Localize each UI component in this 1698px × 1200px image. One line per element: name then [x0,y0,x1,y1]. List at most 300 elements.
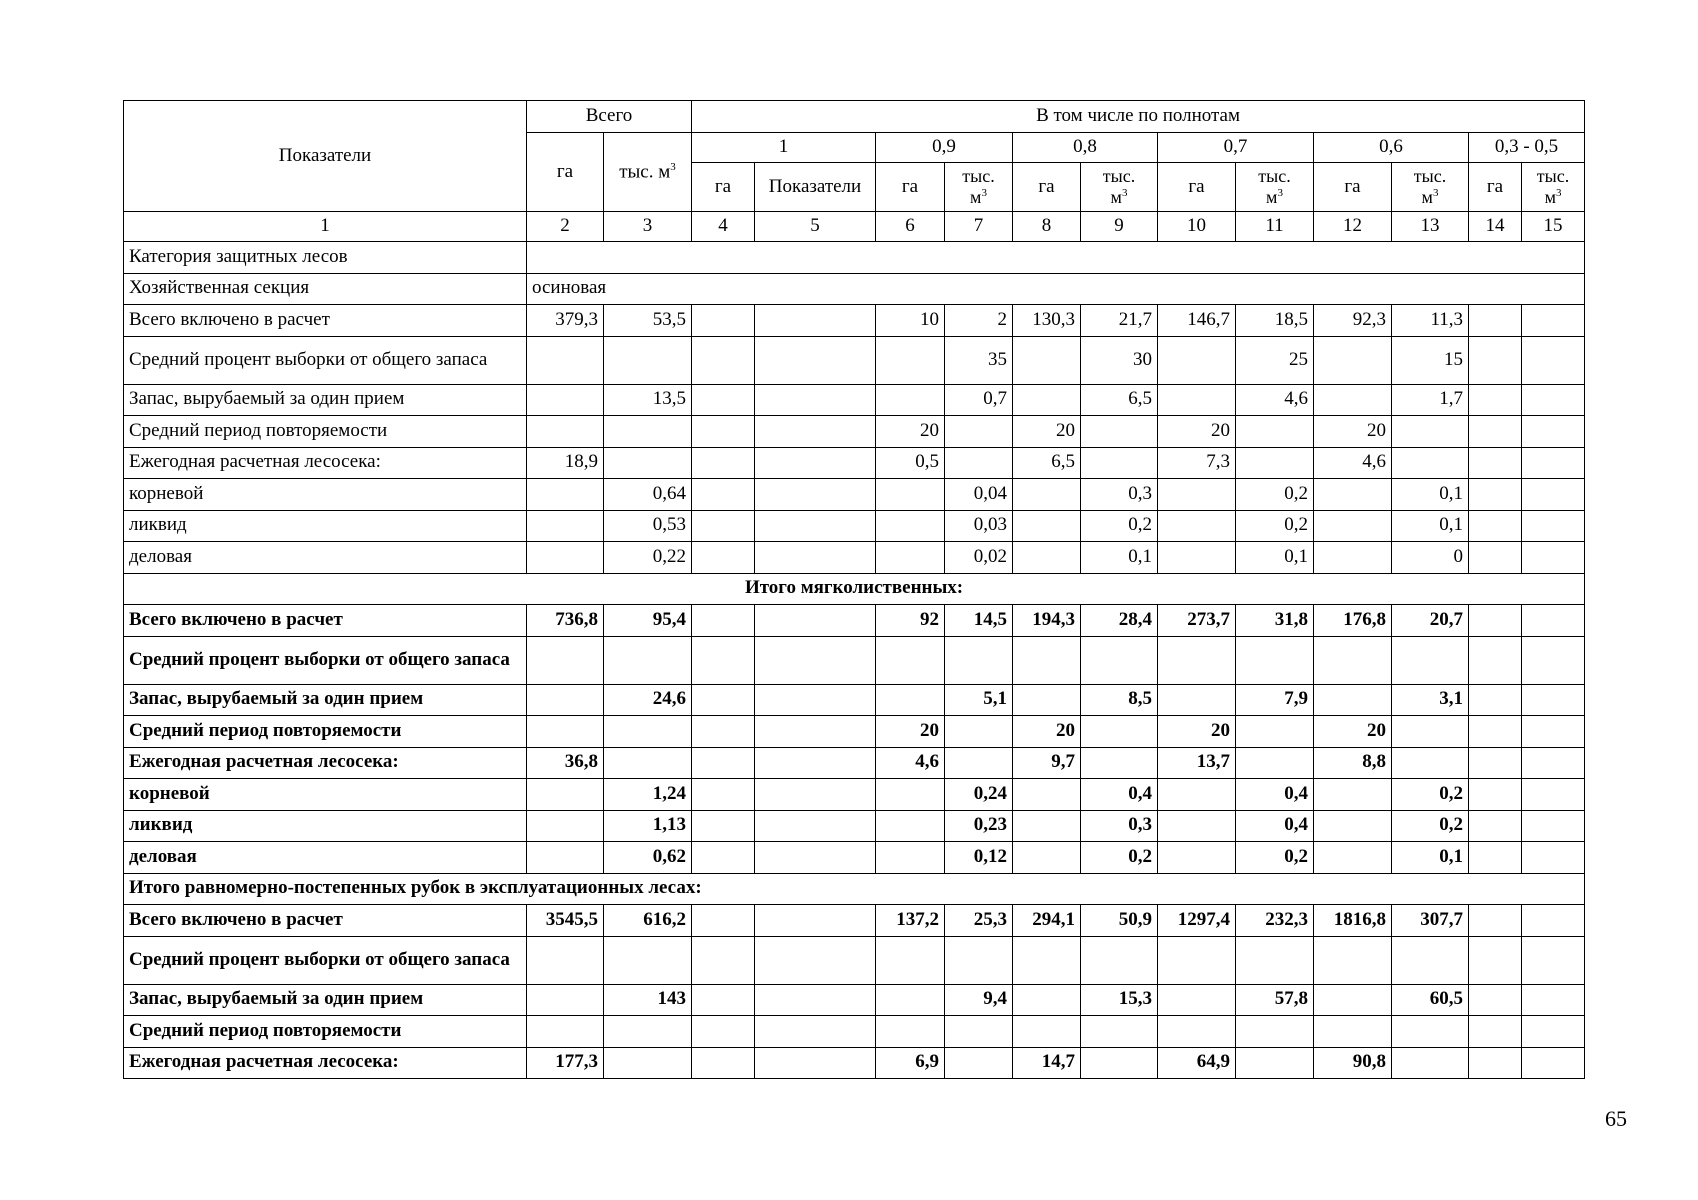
table-row [124,684,1585,716]
row-label: Всего включено в расчет [124,905,527,937]
table-cell: 194,3 [1013,605,1081,637]
table-cell [876,510,945,542]
table-cell [1522,936,1585,984]
table-cell: 294,1 [1013,905,1081,937]
table-cell [1522,510,1585,542]
table-cell [1469,384,1522,416]
table-cell: 20,7 [1392,605,1469,637]
table-cell: 0,4 [1236,810,1314,842]
table-cell: 95,4 [604,605,692,637]
table-cell [1469,716,1522,748]
table-cell: 20 [876,716,945,748]
table-cell [1392,747,1469,779]
table-cell [755,305,876,337]
table-cell: 143 [604,984,692,1016]
table-cell: 15,3 [1081,984,1158,1016]
table-cell [1392,716,1469,748]
table-cell [1158,510,1236,542]
table-cell [1469,779,1522,811]
table-cell [527,779,604,811]
table-cell [1236,416,1314,448]
table-cell [1469,605,1522,637]
soft-leaved-total-heading: Итого мягколиственных: [124,573,1585,605]
header-indicators: Показатели [124,101,527,212]
table-cell [1522,605,1585,637]
row-label: Средний процент выборки от общего запаса [124,336,527,384]
table-row [124,636,1585,684]
table-cell [876,779,945,811]
table-cell: 13,7 [1158,747,1236,779]
table-row [124,416,1585,448]
table-cell: 6,5 [1081,384,1158,416]
table-cell: 25 [1236,336,1314,384]
table-cell [1314,479,1392,511]
table-cell [692,605,755,637]
table-cell [755,336,876,384]
table-cell [755,905,876,937]
table-cell [876,810,945,842]
table-cell [692,636,755,684]
header-density-m3-3 [1236,163,1314,212]
table-cell [945,447,1013,479]
table-cell: 0,2 [1236,479,1314,511]
table-cell [1158,684,1236,716]
table-cell: 0,2 [1392,810,1469,842]
table-cell: 1,13 [604,810,692,842]
table-cell [1013,936,1081,984]
row-label: корневой [124,779,527,811]
table-cell [945,716,1013,748]
table-cell: 1,24 [604,779,692,811]
row-label: Запас, вырубаемый за один прием [124,384,527,416]
header-density-2: 0,8 [1013,133,1158,163]
table-cell [945,747,1013,779]
table-cell: 0,3 [1081,479,1158,511]
table-cell: 0,24 [945,779,1013,811]
header-density-ha-2: га [1013,163,1081,212]
table-cell [692,336,755,384]
column-number-11: 11 [1236,212,1314,242]
table-row [124,510,1585,542]
row-label: Средний процент выборки от общего запаса [124,636,527,684]
table-cell [1236,936,1314,984]
table-cell [692,479,755,511]
column-number-10: 10 [1158,212,1236,242]
header-thousand-short: тыс. [962,165,995,186]
row-label: ликвид [124,810,527,842]
header-m3-unit: м [1544,186,1556,207]
table-cell [1158,842,1236,874]
table-cell [1314,336,1392,384]
table-cell: 1297,4 [1158,905,1236,937]
table-cell [527,384,604,416]
table-cell [1236,636,1314,684]
table-cell [1522,1016,1585,1048]
row-label: Средний период повторяемости [124,416,527,448]
table-cell: 9,7 [1013,747,1081,779]
table-cell: 0 [1392,542,1469,574]
table-cell: 10 [876,305,945,337]
table-cell [1392,447,1469,479]
table-cell: 0,22 [604,542,692,574]
table-cell [1158,779,1236,811]
uniform-gradual-total-heading: Итого равномерно-постепенных рубок в эксплуатационных лесах: [124,873,1585,905]
column-number-9: 9 [1081,212,1158,242]
row-label: Средний период повторяемости [124,1016,527,1048]
table-cell [1469,1047,1522,1079]
table-cell [1469,447,1522,479]
table-row [124,905,1585,937]
header-thousand-short: тыс. [1102,165,1136,186]
table-cell [755,1016,876,1048]
header-including-by-density: В том числе по полнотам [692,101,1585,133]
table-cell [1469,636,1522,684]
table-cell [692,447,755,479]
table-cell [1469,416,1522,448]
table-cell [1469,1016,1522,1048]
row-label: Запас, вырубаемый за один прием [124,984,527,1016]
table-cell [1236,747,1314,779]
table-cell [1081,716,1158,748]
table-row [124,479,1585,511]
table-cell [1469,905,1522,937]
table-cell [1081,416,1158,448]
table-cell [1013,479,1081,511]
table-cell [755,779,876,811]
table-cell [755,716,876,748]
table-cell [1392,416,1469,448]
table-cell [692,936,755,984]
table-cell [1158,636,1236,684]
table-cell [692,842,755,874]
table-cell [876,1016,945,1048]
header-m3-unit: м [1421,186,1433,207]
table-cell [1522,1047,1585,1079]
table-cell [1522,984,1585,1016]
table-row [124,1016,1585,1048]
table-cell [604,636,692,684]
table-cell [527,510,604,542]
table-cell: 60,5 [1392,984,1469,1016]
column-number-14: 14 [1469,212,1522,242]
economic-section-value: осиновая [527,273,1585,305]
table-row [124,842,1585,874]
header-total-ha: га [527,133,604,212]
table-cell [1013,1016,1081,1048]
table-cell [1314,842,1392,874]
table-cell [876,636,945,684]
table-cell: 0,2 [1236,842,1314,874]
table-cell [1158,1016,1236,1048]
table-cell [876,479,945,511]
table-cell [755,984,876,1016]
header-thousand-short: тыс. [1536,165,1570,186]
table-cell [755,684,876,716]
row-label: Средний процент выборки от общего запаса [124,936,527,984]
row-label: деловая [124,842,527,874]
table-cell [527,936,604,984]
table-cell [945,636,1013,684]
table-cell [1013,336,1081,384]
table-cell: 4,6 [1236,384,1314,416]
table-cell [692,1047,755,1079]
table-cell [1158,336,1236,384]
table-cell: 20 [1158,416,1236,448]
table-cell [692,384,755,416]
table-cell [755,605,876,637]
header-col5-label: Показатели [755,163,876,212]
table-cell: 92 [876,605,945,637]
table-cell [1013,510,1081,542]
table-cell: 3545,5 [527,905,604,937]
table-cell [1522,810,1585,842]
column-number-6: 6 [876,212,945,242]
table-cell [1392,936,1469,984]
table-cell: 379,3 [527,305,604,337]
table-cell [1158,936,1236,984]
table-cell [1081,447,1158,479]
table-cell [1469,510,1522,542]
table-cell: 20 [1158,716,1236,748]
table-cell: 57,8 [1236,984,1314,1016]
table-cell: 7,3 [1158,447,1236,479]
table-cell: 24,6 [604,684,692,716]
header-cube-sup: 3 [670,160,676,173]
table-cell [1013,984,1081,1016]
table-cell [1522,416,1585,448]
table-cell [755,1047,876,1079]
table-cell: 9,4 [945,984,1013,1016]
table-cell: 177,3 [527,1047,604,1079]
table-cell [945,416,1013,448]
table-cell [1314,384,1392,416]
header-m3-unit: м [1266,186,1278,207]
header-density-ha-0: га [692,163,755,212]
column-number-15: 15 [1522,212,1585,242]
table-cell [1522,336,1585,384]
page-number: 65 [1605,1106,1627,1131]
header-m3-line [950,187,1007,208]
header-density-ha-4: га [1314,163,1392,212]
row-label: Всего включено в расчет [124,305,527,337]
table-cell [527,984,604,1016]
table-cell: 0,4 [1236,779,1314,811]
header-density-3: 0,7 [1158,133,1314,163]
table-cell: 18,5 [1236,305,1314,337]
header-m3-line [1397,187,1463,208]
table-cell [692,905,755,937]
table-cell [1469,842,1522,874]
table-cell [755,479,876,511]
column-number-3: 3 [604,212,692,242]
table-cell [1314,510,1392,542]
forest-calculation-table [123,100,1585,1079]
table-cell: 146,7 [1158,305,1236,337]
table-cell [527,336,604,384]
table-cell: 0,1 [1236,542,1314,574]
row-label: Средний период повторяемости [124,716,527,748]
header-density-m3-4 [1392,163,1469,212]
table-cell [1314,684,1392,716]
table-cell [692,684,755,716]
header-m3-unit: м [1110,186,1122,207]
table-cell [1013,842,1081,874]
table-cell: 25,3 [945,905,1013,937]
table-cell: 8,5 [1081,684,1158,716]
table-cell: 14,5 [945,605,1013,637]
table-cell: 13,5 [604,384,692,416]
header-thousand-m3-label: тыс. м [619,161,671,183]
table-cell: 2 [945,305,1013,337]
table-cell [755,842,876,874]
table-cell [1522,542,1585,574]
header-density-m3-5 [1522,163,1585,212]
table-cell [692,779,755,811]
header-density-5: 0,3 - 0,5 [1469,133,1585,163]
table-cell: 0,64 [604,479,692,511]
table-cell [945,1047,1013,1079]
table-cell: 28,4 [1081,605,1158,637]
table-cell: 0,4 [1081,779,1158,811]
column-number-1: 1 [124,212,527,242]
table-cell [1013,810,1081,842]
table-cell: 90,8 [1314,1047,1392,1079]
table-cell [604,416,692,448]
table-cell: 14,7 [1013,1047,1081,1079]
table-cell [1158,984,1236,1016]
header-total: Всего [527,101,692,133]
table-cell [876,984,945,1016]
table-cell [1522,447,1585,479]
soft-leaved-total-row [124,573,1585,605]
table-cell: 0,53 [604,510,692,542]
row-label: Ежегодная расчетная лесосека: [124,1047,527,1079]
table-cell [692,542,755,574]
table-cell: 15 [1392,336,1469,384]
table-cell [755,747,876,779]
header-m3-cube: 3 [981,186,987,199]
table-cell [604,447,692,479]
header-total-thousand-m3 [604,133,692,212]
protective-category-row [124,242,1585,274]
header-m3-cube: 3 [1432,186,1439,199]
header-m3-line [1086,187,1152,208]
table-row [124,542,1585,574]
table-row [124,779,1585,811]
header-m3-unit: м [970,186,982,207]
table-cell: 137,2 [876,905,945,937]
row-label: Всего включено в расчет [124,605,527,637]
table-cell: 0,1 [1392,510,1469,542]
table-cell [527,1016,604,1048]
table-cell: 1,7 [1392,384,1469,416]
table-row [124,384,1585,416]
row-label: корневой [124,479,527,511]
table-cell [876,336,945,384]
table-cell: 3,1 [1392,684,1469,716]
table-cell [1469,984,1522,1016]
table-cell [1236,1016,1314,1048]
table-cell: 8,8 [1314,747,1392,779]
row-label: ликвид [124,510,527,542]
table-cell [755,416,876,448]
table-cell [604,716,692,748]
table-cell [755,447,876,479]
table-cell [692,810,755,842]
table-cell: 20 [1314,716,1392,748]
table-row [124,716,1585,748]
header-density-0: 1 [692,133,876,163]
table-cell: 736,8 [527,605,604,637]
table-cell [1081,1047,1158,1079]
table-cell [1522,779,1585,811]
table-cell: 35 [945,336,1013,384]
table-row [124,810,1585,842]
table-row [124,1047,1585,1079]
table-cell: 21,7 [1081,305,1158,337]
column-number-4: 4 [692,212,755,242]
table-cell [1469,684,1522,716]
table-cell: 0,2 [1392,779,1469,811]
table-cell [1013,684,1081,716]
table-cell [527,842,604,874]
table-cell: 20 [1013,416,1081,448]
protective-category-label: Категория защитных лесов [124,242,527,274]
table-cell [1469,747,1522,779]
table-cell [755,810,876,842]
table-cell: 273,7 [1158,605,1236,637]
column-number-13: 13 [1392,212,1469,242]
table-row [124,984,1585,1016]
header-m3-cube: 3 [1555,186,1562,199]
table-cell [1469,810,1522,842]
table-cell [1236,1047,1314,1079]
table-cell: 0,3 [1081,810,1158,842]
table-cell [755,384,876,416]
table-cell [1469,336,1522,384]
table-cell [876,684,945,716]
column-number-7: 7 [945,212,1013,242]
table-cell [1469,542,1522,574]
table-cell [1469,936,1522,984]
table-cell [1392,1047,1469,1079]
table-cell [1081,1016,1158,1048]
table-cell [755,510,876,542]
header-thousand-short: тыс. [1413,165,1447,186]
table-cell: 20 [1314,416,1392,448]
table-cell: 0,1 [1081,542,1158,574]
table-row [124,305,1585,337]
table-cell [1469,305,1522,337]
table-cell [527,479,604,511]
table-row [124,447,1585,479]
table-cell [1314,1016,1392,1048]
column-number-12: 12 [1314,212,1392,242]
table-cell: 0,1 [1392,842,1469,874]
table-cell [1522,842,1585,874]
table-cell [527,636,604,684]
table-cell [604,1047,692,1079]
table-cell [527,810,604,842]
table-cell: 0,7 [945,384,1013,416]
table-cell [692,1016,755,1048]
table-cell [1522,684,1585,716]
table-cell [945,1016,1013,1048]
table-cell [1013,636,1081,684]
header-density-ha-3: га [1158,163,1236,212]
table-cell: 50,9 [1081,905,1158,937]
table-cell: 64,9 [1158,1047,1236,1079]
